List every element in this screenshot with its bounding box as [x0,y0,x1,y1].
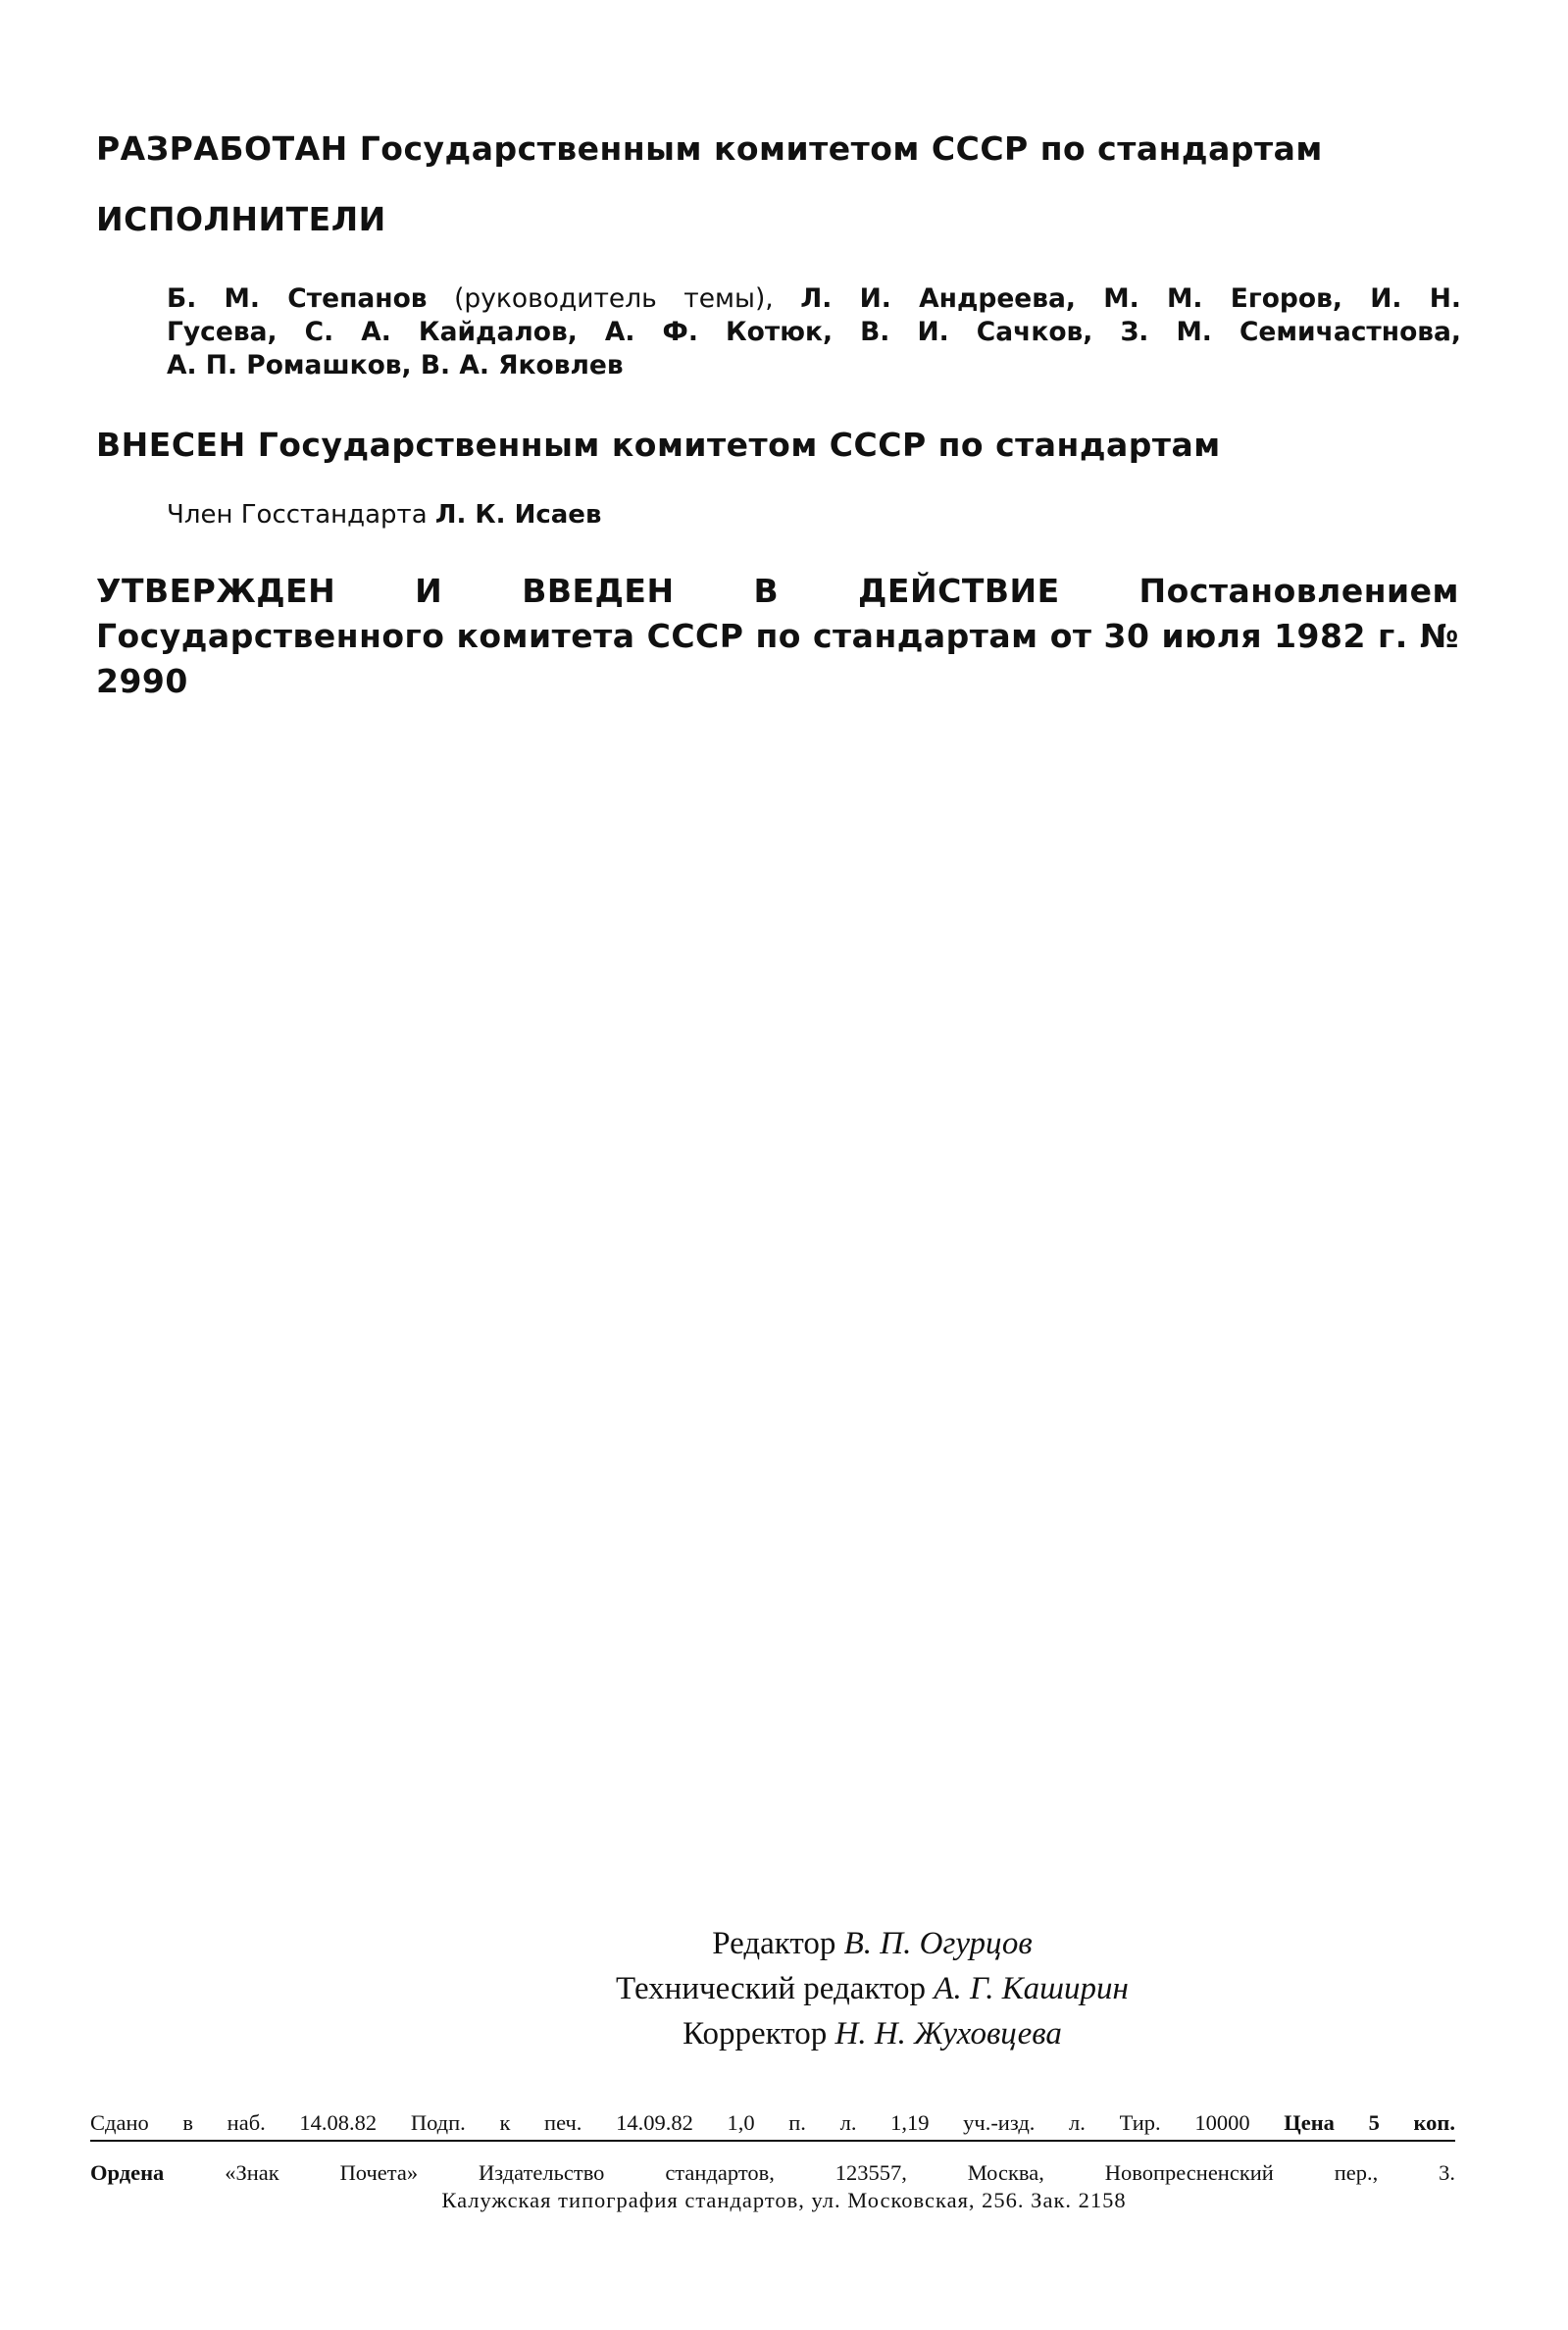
developed-text: Государственным комитетом СССР по стандартам [359,129,1323,168]
price-text: Цена 5 коп. [1284,2110,1455,2135]
editor-role: Редактор [712,1926,836,1961]
member-role: Член Госстандарта [167,500,428,530]
tech-editor-role: Технический редактор [616,1971,927,2006]
tech-editor-credit [88,1967,1568,2010]
tech-editor-name: А. Г. Каширин [934,1971,1129,2006]
executors-names-part: Л. И. Андреева, М. М. Егоров, И. Н. [800,283,1461,314]
publisher-lead: Ордена [90,2160,165,2185]
executors-list [167,282,1461,382]
editor-credit [88,1922,1568,1965]
executors-line-1 [167,282,1461,316]
approved-label: УТВЕРЖДЕН И ВВЕДЕН В ДЕЙСТВИЕ [96,572,1060,610]
executors-line-2: Гусева, С. А. Кайдалов, А. Ф. Котюк, В. И. Сачков, З. М. Семичастнова, [167,317,1461,347]
print-info-text: Сдано в наб. 14.08.82 Подп. к печ. 14.09.82 1,0 п. л. 1,19 уч.-изд. л. Тир. 10000 [90,2110,1250,2135]
print-info-line [90,2108,1455,2142]
member-name: Л. К. Исаев [434,500,602,530]
introduced-statement [96,424,1459,467]
approved-text: Постановлением Государственного комитета СССР по стандартам от 30 июля 1982 г. № 2990 [96,572,1459,700]
executor-lead-role: (руководитель темы), [454,283,774,314]
publisher-text: «Знак Почета» Издательство стандартов, 123557, Москва, Новопресненский пер., 3. [225,2160,1456,2185]
approved-statement [96,569,1459,704]
corrector-name: Н. Н. Жуховцева [835,2016,1062,2051]
executor-lead-name: Б. М. Степанов [167,283,428,314]
editor-name: В. П. Огурцов [843,1926,1033,1961]
introduced-text: Государственным комитетом СССР по стандартам [257,426,1221,464]
developed-label: РАЗРАБОТАН [96,129,348,168]
printer-line: Калужская типография стандартов, ул. Московская, 256. Зак. 2158 [441,2188,1127,2212]
corrector-role: Корректор [683,2016,828,2051]
executors-line-3: А. П. Ромашков, В. А. Яковлев [167,350,624,380]
executors-heading: ИСПОЛНИТЕЛИ [96,200,386,238]
corrector-credit [88,2012,1568,2055]
publisher-line [90,2159,1455,2187]
developed-statement [96,127,1459,171]
introduced-label: ВНЕСЕН [96,426,246,464]
gosstandart-member [167,498,1530,532]
